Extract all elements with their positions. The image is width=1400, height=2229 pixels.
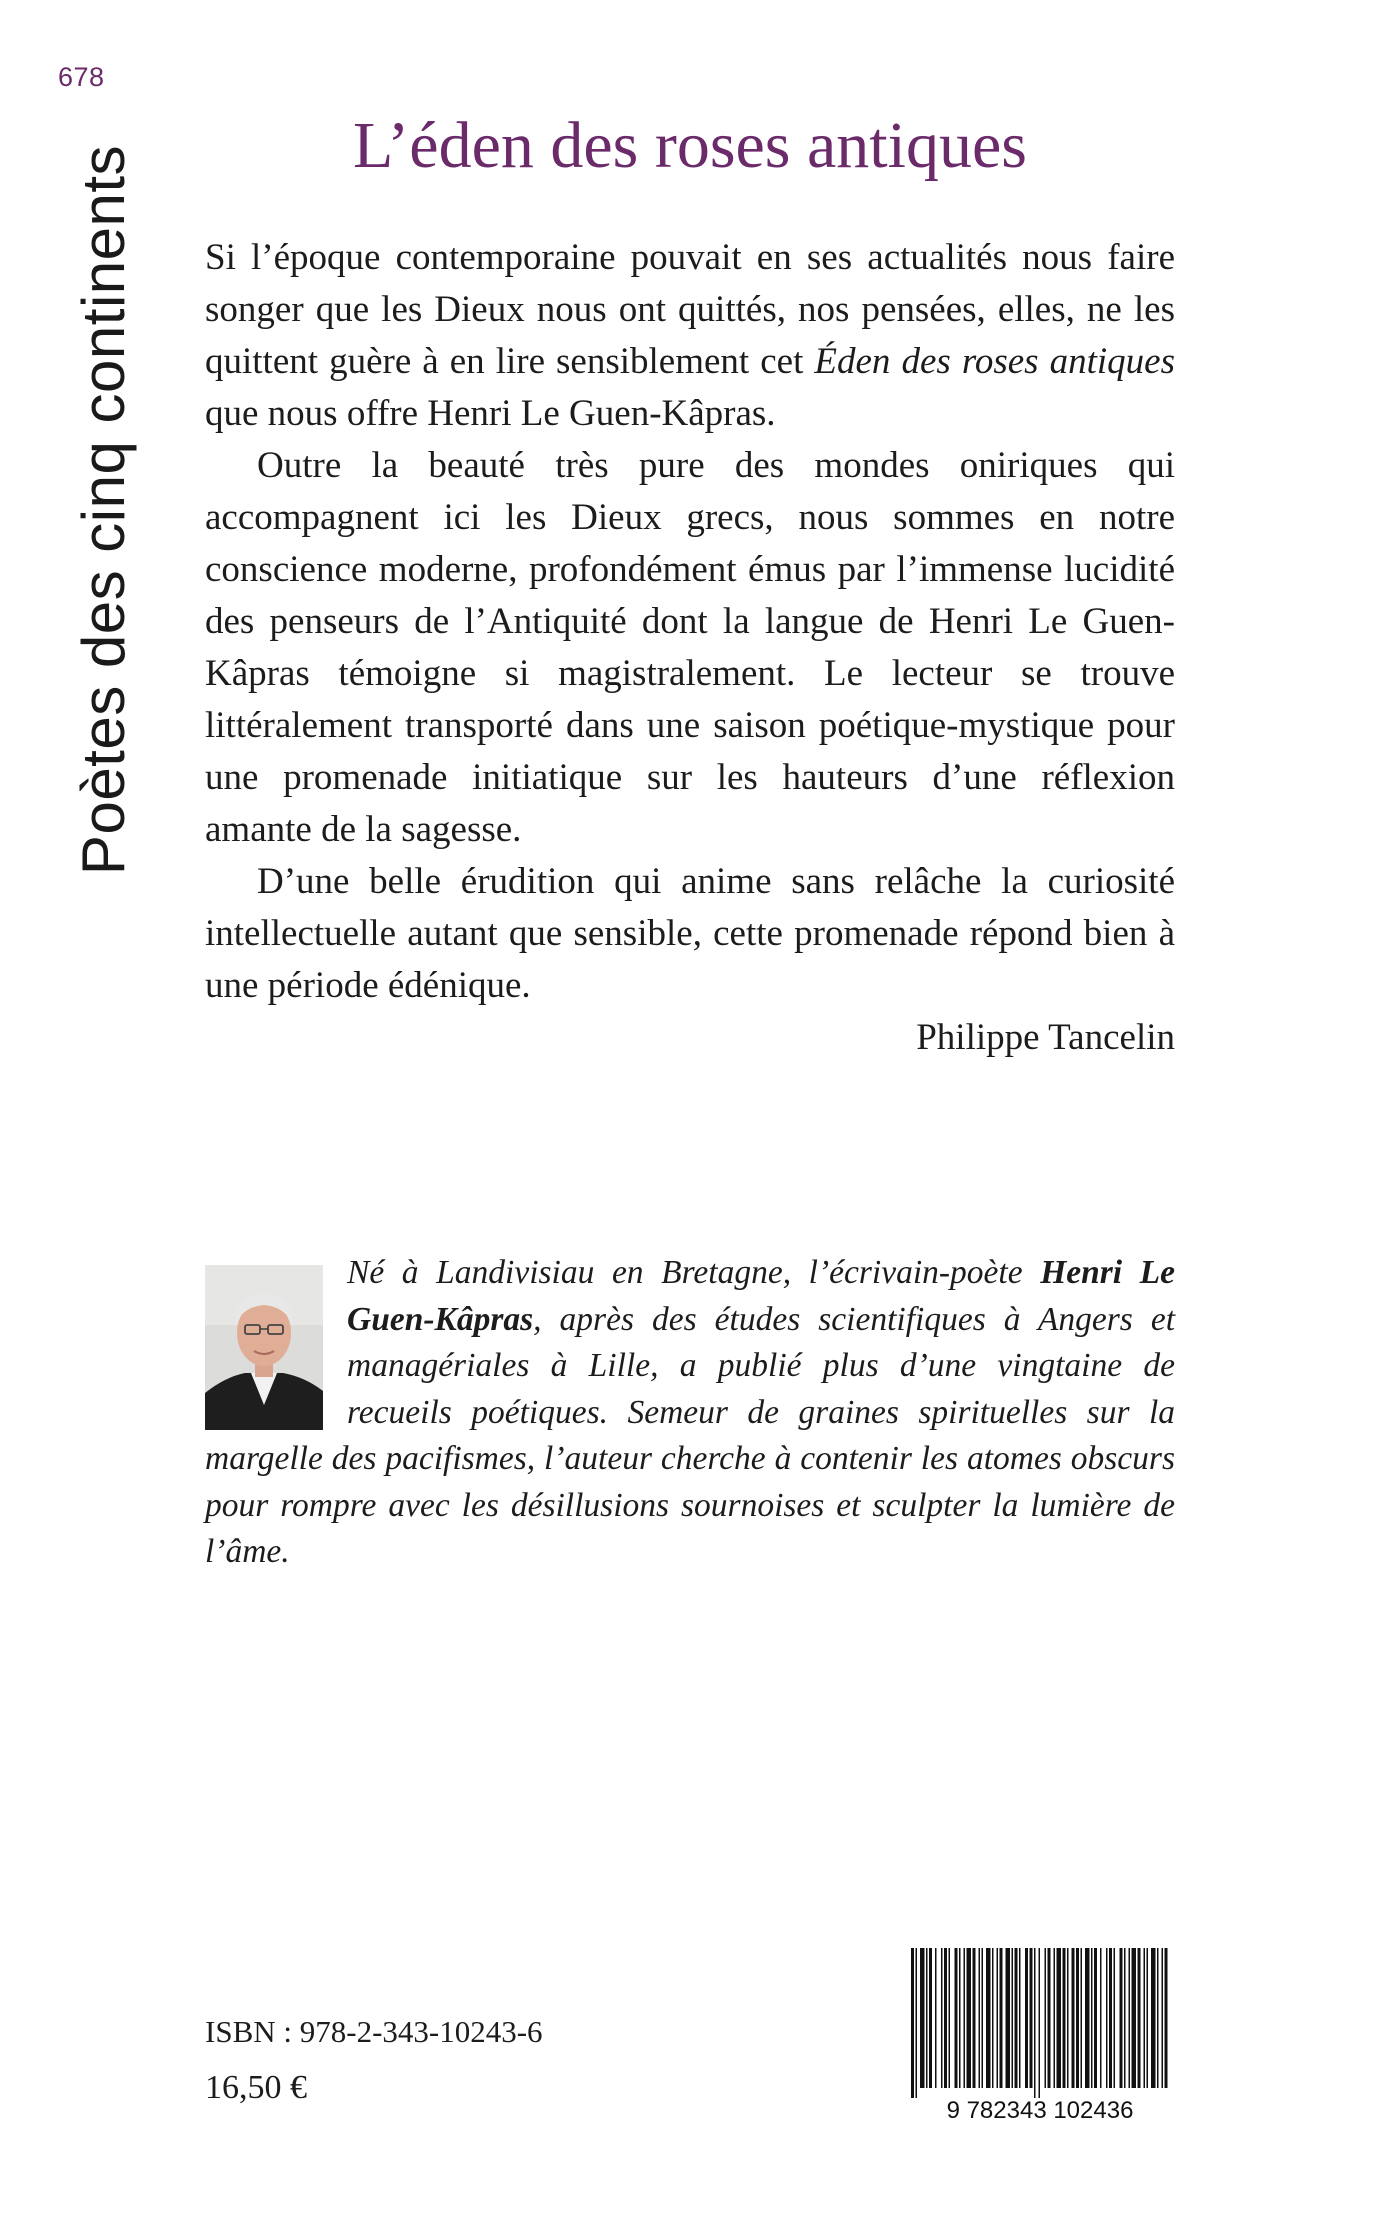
barcode-bar bbox=[1138, 1948, 1141, 2088]
barcode-bar bbox=[1015, 1948, 1018, 2088]
barcode-bar bbox=[959, 1948, 961, 2088]
barcode-bar bbox=[935, 1948, 937, 2088]
barcode-bar bbox=[1030, 1948, 1033, 2088]
barcode bbox=[905, 1944, 1175, 2124]
barcode-bar bbox=[1147, 1948, 1149, 2088]
author-bio bbox=[205, 1250, 1175, 1576]
barcode-bar bbox=[920, 1948, 925, 2088]
book-title: L’éden des roses antiques bbox=[353, 109, 1027, 182]
barcode-bar bbox=[1157, 1948, 1159, 2088]
barcode-bar bbox=[1006, 1948, 1011, 2088]
barcode-bar bbox=[1072, 1948, 1075, 2088]
barcode-bar bbox=[1012, 1948, 1014, 2088]
barcode-bar bbox=[1081, 1948, 1083, 2088]
barcode-bar bbox=[982, 1948, 984, 2088]
barcode-bar bbox=[1124, 1948, 1126, 2088]
barcode-bar bbox=[1076, 1948, 1079, 2088]
barcode-bar bbox=[992, 1948, 994, 2088]
barcode-bar bbox=[997, 1948, 999, 2088]
barcode-bar bbox=[1063, 1948, 1066, 2088]
barcode-bar bbox=[941, 1948, 943, 2088]
barcode-bar bbox=[1019, 1948, 1021, 2088]
barcode-bar bbox=[986, 1948, 991, 2088]
blurb-paragraph-2: Outre la beauté très pure des mondes oniriques qui accompagnent ici les Dieux grecs, nous sommes en notre conscience moderne, profondément émus par l’immense lucidité des penseurs de l’Antiquité dont la langue de Henri Le Guen-Kâpras témoigne si magistralement. Le lecteur se trouve littéralement transporté dans une saison poétique-mystique pour une promenade initiatique sur les hauteurs d’une réflexion amante de la sagesse. bbox=[205, 445, 1175, 850]
barcode-bar bbox=[964, 1948, 966, 2088]
barcode-bar bbox=[1120, 1948, 1123, 2088]
barcode-bar bbox=[973, 1948, 976, 2088]
barcode-bar bbox=[1057, 1948, 1062, 2088]
barcode-bar bbox=[1132, 1948, 1137, 2088]
blurb bbox=[205, 232, 1175, 1012]
barcode-bar bbox=[1094, 1948, 1097, 2088]
blurb-paragraph-1 bbox=[205, 232, 1175, 440]
bio-before: Né à Landivisiau en Bretagne, l’écrivain-poète bbox=[347, 1254, 1041, 1291]
barcode-bar bbox=[916, 1948, 918, 2098]
series-number: 678 bbox=[58, 62, 105, 92]
barcode-bar bbox=[1039, 1948, 1041, 2098]
barcode-bar bbox=[955, 1948, 958, 2088]
barcode-bar bbox=[1100, 1948, 1102, 2088]
barcode-bar bbox=[1045, 1948, 1047, 2088]
barcode-digits: 9 782343 102436 bbox=[946, 2097, 1134, 2124]
barcode-bar bbox=[1151, 1948, 1156, 2088]
barcode-bar bbox=[1162, 1948, 1164, 2088]
barcode-bar bbox=[979, 1948, 981, 2088]
barcode-bar bbox=[1085, 1948, 1090, 2088]
barcode-bar bbox=[1048, 1948, 1051, 2088]
barcode-bar bbox=[911, 1948, 914, 2098]
barcode-bar bbox=[1067, 1948, 1069, 2088]
blurb-p1-before: Si l’époque contemporaine pouvait en ses actualités nous faire songer que les Dieux nous ont quittés, nos pensées, elles, ne les quittent guère à en lire sensiblement cet bbox=[205, 237, 1175, 382]
barcode-bar bbox=[929, 1948, 932, 2088]
series-name: Poètes des cinq continents bbox=[70, 144, 137, 876]
blurb-paragraph-3: D’une belle érudition qui anime sans relâche la curiosité intellectuelle autant que sensible, cette promenade répond bien à une période édénique. bbox=[205, 861, 1175, 1006]
barcode-bar bbox=[1000, 1948, 1003, 2088]
price: 16,50 € bbox=[205, 2069, 307, 2106]
barcode-bar bbox=[1144, 1948, 1146, 2088]
barcode-bar bbox=[949, 1948, 951, 2088]
bio-author-name: Henri Le Guen-Kâpras bbox=[347, 1254, 1176, 1338]
barcode-bar bbox=[944, 1948, 947, 2088]
barcode-bar bbox=[967, 1948, 972, 2088]
barcode-bar bbox=[1165, 1948, 1168, 2088]
barcode-graphic bbox=[905, 1944, 1175, 2124]
barcode-bar bbox=[1114, 1948, 1116, 2088]
barcode-bar bbox=[1054, 1948, 1056, 2088]
bio-after: , après des études scientifiques à Angers et managériales à Lille, a publié plus d’une vingtaine de recueils poétiques. Semeur de graines spirituelles sur la margelle des pacifismes, l’auteur cherche à contenir les atomes obscurs pour rompre avec les désillusions sournoises et sculpter la lumière de l’âme. bbox=[205, 1300, 1175, 1570]
isbn: ISBN : 978-2-343-10243-6 bbox=[205, 2014, 543, 2049]
barcode-bar bbox=[1091, 1948, 1093, 2088]
barcode-bar bbox=[1025, 1948, 1028, 2088]
blurb-p1-after: que nous offre Henri Le Guen-Kâpras. bbox=[205, 393, 776, 434]
blurb-p1-italic-title: Éden des roses antiques bbox=[814, 341, 1175, 382]
barcode-bar bbox=[1109, 1948, 1112, 2088]
barcode-bar bbox=[926, 1948, 928, 2088]
barcode-bar bbox=[1034, 1948, 1036, 2098]
barcode-bar bbox=[1129, 1948, 1131, 2088]
barcode-bar bbox=[1106, 1948, 1108, 2088]
blurb-signature: Philippe Tancelin bbox=[916, 1017, 1175, 1058]
